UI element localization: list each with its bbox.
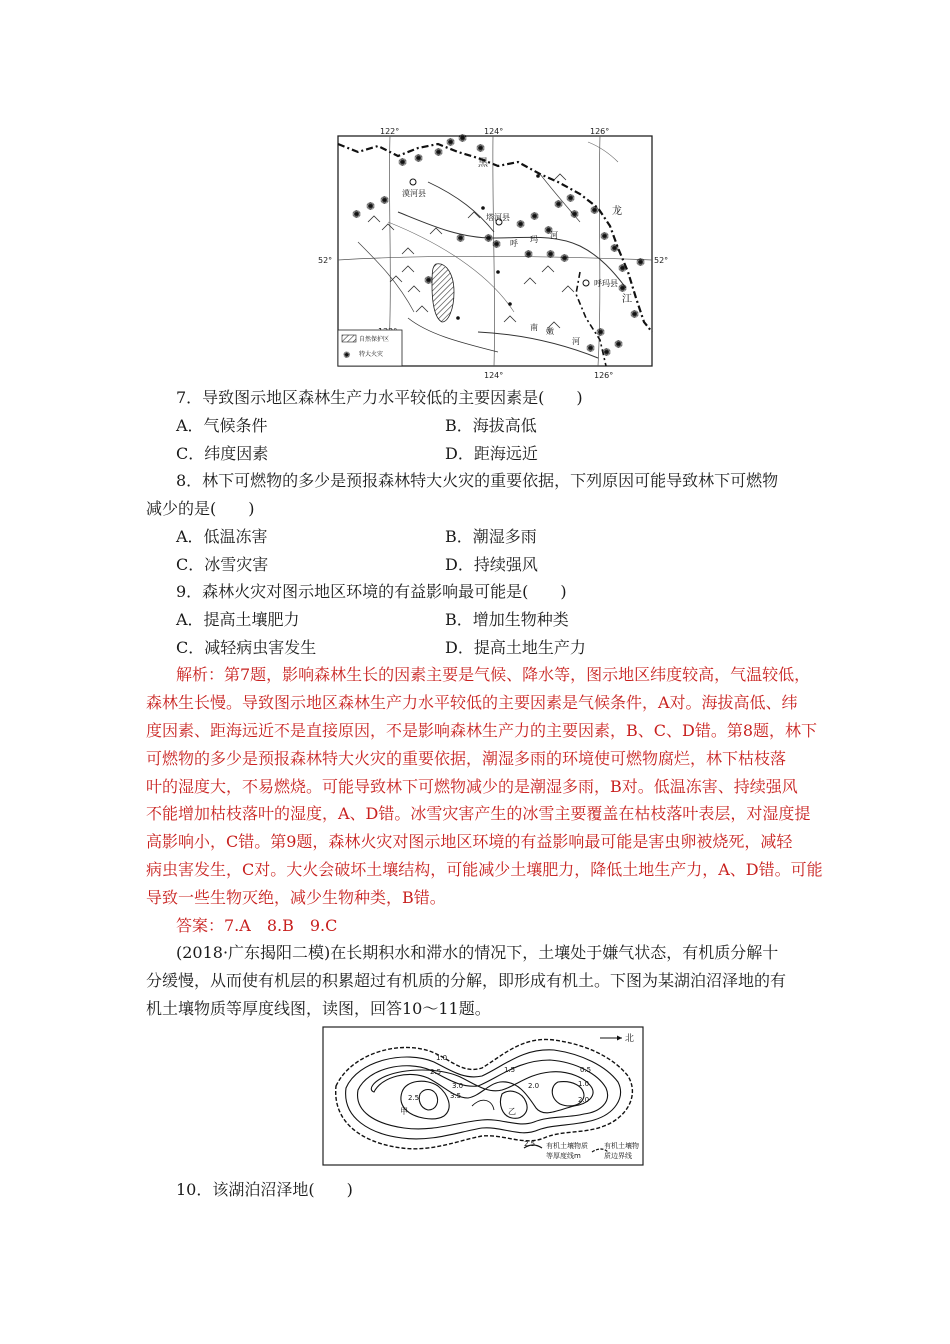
label-long: 龙 <box>612 206 622 217</box>
analysis-line-1: 解析：第7题，影响森林生长的因素主要是气候、降水等，图示地区纬度较高，气温较低， <box>176 665 811 684</box>
analysis-line-3: 度因素、距海远近不是直接原因，不是影响森林生产力的主要因素，B、C、D错。第8题，林下 <box>146 721 818 740</box>
north-label: 北 <box>625 1034 635 1044</box>
svg-text:✺: ✺ <box>414 152 424 165</box>
svg-text:✺: ✺ <box>398 156 408 169</box>
iso-label-2-0b: 2.0 <box>578 1096 590 1104</box>
label-mohe: 漠河县 <box>402 189 426 198</box>
q8-stem-line2: 减少的是( ) <box>146 499 255 518</box>
svg-text:✺: ✺ <box>618 282 628 295</box>
svg-text:✺: ✺ <box>596 326 606 339</box>
svg-text:✺: ✺ <box>602 346 612 359</box>
q7-option-d: D．距海远近 <box>445 444 538 463</box>
svg-text:✺: ✺ <box>424 274 434 287</box>
analysis-line-4: 可燃物的多少是预报森林特大火灾的重要依据，潮湿多雨的环境使可燃物腐烂，林下枯枝落 <box>146 749 787 768</box>
q7-stem: 7．导致图示地区森林生产力水平较低的主要因素是( ) <box>176 388 583 407</box>
legend-isopach-label-2: 等厚度线m <box>546 1152 581 1160</box>
q8-option-b: B．潮湿多雨 <box>445 527 537 546</box>
label-nen-1: 嫩 <box>546 327 554 336</box>
forest-fire-map <box>318 122 673 384</box>
label-huma-river-2: 玛 <box>530 235 538 244</box>
q9-option-a: A．提高土壤肥力 <box>176 610 300 629</box>
svg-text:✺: ✺ <box>600 230 610 243</box>
svg-text:✺: ✺ <box>456 232 466 245</box>
q9-stem: 9．森林火灾对图示地区环境的有益影响最可能是( ) <box>176 582 567 601</box>
legend-fire-label: 特大火灾 <box>359 351 384 358</box>
label-huma-river-1: 呼 <box>510 239 518 248</box>
analysis-line-9: 导致一些生物灭绝，减少生物种类，B错。 <box>146 888 446 907</box>
svg-text:✺: ✺ <box>546 248 556 261</box>
svg-text:✺: ✺ <box>380 194 390 207</box>
svg-text:✺: ✺ <box>516 218 526 231</box>
passage-line-1: (2018·广东揭阳二模)在长期积水和滞水的情况下，土壤处于嫌气状态，有机质分解十 <box>176 943 779 962</box>
svg-text:✺: ✺ <box>636 256 646 269</box>
iso-label-1-0: 1.0 <box>436 1054 448 1062</box>
svg-text:✺: ✺ <box>570 208 580 221</box>
svg-text:✺: ✺ <box>566 192 576 205</box>
lon-top-124: 124° <box>484 127 504 136</box>
svg-text:✺: ✺ <box>614 338 624 351</box>
q8-stem-line1: 8．林下可燃物的多少是预报森林特大火灾的重要依据，下列原因可能导致林下可燃物 <box>176 471 779 490</box>
svg-text:✺: ✺ <box>366 200 376 213</box>
lon-bottom-124: 124° <box>484 371 504 380</box>
legend-boundary-label-2: 质边界线 <box>604 1152 632 1160</box>
svg-text:✺: ✺ <box>484 232 494 245</box>
iso-label-2-5b: 2.5 <box>408 1094 420 1102</box>
lon-top-122: 122° <box>380 127 400 136</box>
svg-text:✺: ✺ <box>586 342 596 355</box>
lon-bottom-126: 126° <box>594 371 614 380</box>
passage-line-2: 分缓慢，从而使有机层的积累超过有机质的分解，即形成有机土。下图为某湖泊沼泽地的有 <box>146 971 787 990</box>
q8-option-d: D．持续强风 <box>445 555 538 574</box>
lat-left-52: 52° <box>318 256 333 265</box>
q7-option-c: C．纬度因素 <box>176 444 269 463</box>
analysis-line-7: 高影响小，C错。第9题，森林火灾对图示地区环境的有益影响最可能是害虫卵被烧死，减轻 <box>146 832 793 851</box>
organic-soil-isopach-map <box>322 1026 644 1168</box>
iso-label-1-0b: 1.0 <box>578 1080 590 1088</box>
q9-option-d: D．提高土地生产力 <box>445 638 586 657</box>
iso-label-3-0: 3.0 <box>452 1082 464 1090</box>
svg-text:✺: ✺ <box>544 224 554 237</box>
passage-line-3: 机土壤物质等厚度线图，读图，回答10～11题。 <box>146 999 491 1018</box>
legend-value: 2.5 <box>524 1140 536 1148</box>
iso-label-3-5: 3.5 <box>450 1092 462 1100</box>
svg-text:✺: ✺ <box>524 248 534 261</box>
q9-option-b: B．增加生物种类 <box>445 610 569 629</box>
legend-isopach-label-1: 有机土壤物质 <box>546 1142 588 1150</box>
q7-option-b: B．海拔高低 <box>445 416 537 435</box>
svg-text:✺: ✺ <box>492 238 502 251</box>
svg-text:✺: ✺ <box>610 242 620 255</box>
legend-boundary-label-1: 有机土壤物 <box>604 1142 639 1150</box>
label-nen-2: 河 <box>572 337 580 346</box>
lat-right-52: 52° <box>654 256 669 265</box>
label-hei: 黑 <box>478 158 488 169</box>
q9-option-c: C．减轻病虫害发生 <box>176 638 317 657</box>
label-nan: 南 <box>530 323 538 332</box>
q7-option-a: A．气候条件 <box>176 416 268 435</box>
svg-text:✺: ✺ <box>530 210 540 223</box>
label-huma: 呼玛县 <box>594 279 618 288</box>
svg-text:✺: ✺ <box>434 146 444 159</box>
svg-text:✺: ✺ <box>560 252 570 265</box>
analysis-line-2: 森林生长慢。导致图示地区森林生产力水平较低的主要因素是气候条件，A对。海拔高低、纬 <box>146 693 798 712</box>
svg-text:✺: ✺ <box>618 262 628 275</box>
analysis-line-8: 病虫害发生，C对。大火会破坏土壤结构，可能减少土壤肥力，降低土地生产力，A、D错。可能 <box>146 860 823 879</box>
svg-text:✺: ✺ <box>554 198 564 211</box>
svg-text:✺: ✺ <box>446 136 456 149</box>
svg-text:✺: ✺ <box>458 132 468 145</box>
label-huma-river-3: 河 <box>550 231 558 240</box>
iso-label-2-5: 2.5 <box>430 1068 442 1076</box>
legend-fire-icon: ✺ <box>343 351 351 361</box>
iso-label-0-5: 0.5 <box>580 1066 592 1074</box>
iso-label-1-5: 1.5 <box>504 1066 516 1074</box>
q10-stem: 10．该湖泊沼泽地( ) <box>176 1180 353 1199</box>
point-jia: 甲 <box>400 1107 408 1116</box>
analysis-line-6: 不能增加枯枝落叶的湿度，A、D错。冰雪灾害产生的冰雪主要覆盖在枯枝落叶表层，对湿度提 <box>146 804 811 823</box>
lon-top-126: 126° <box>590 127 610 136</box>
answer-line: 答案：7.A 8.B 9.C <box>176 916 338 935</box>
svg-text:✺: ✺ <box>476 142 486 155</box>
iso-label-2-0: 2.0 <box>528 1082 540 1090</box>
svg-text:✺: ✺ <box>352 208 362 221</box>
q8-option-c: C．冰雪灾害 <box>176 555 269 574</box>
legend-reserve-label: 自然保护区 <box>359 336 390 343</box>
analysis-line-5: 叶的湿度大，不易燃烧。可能导致林下可燃物减少的是潮湿多雨，B对。低温冻害、持续强风 <box>146 777 798 796</box>
svg-text:✺: ✺ <box>630 308 640 321</box>
svg-text:✺: ✺ <box>590 204 600 217</box>
label-tahe: 塔河县 <box>486 213 510 222</box>
point-yi: 乙 <box>508 1107 516 1116</box>
label-jiang: 江 <box>622 294 632 305</box>
q8-option-a: A．低温冻害 <box>176 527 268 546</box>
